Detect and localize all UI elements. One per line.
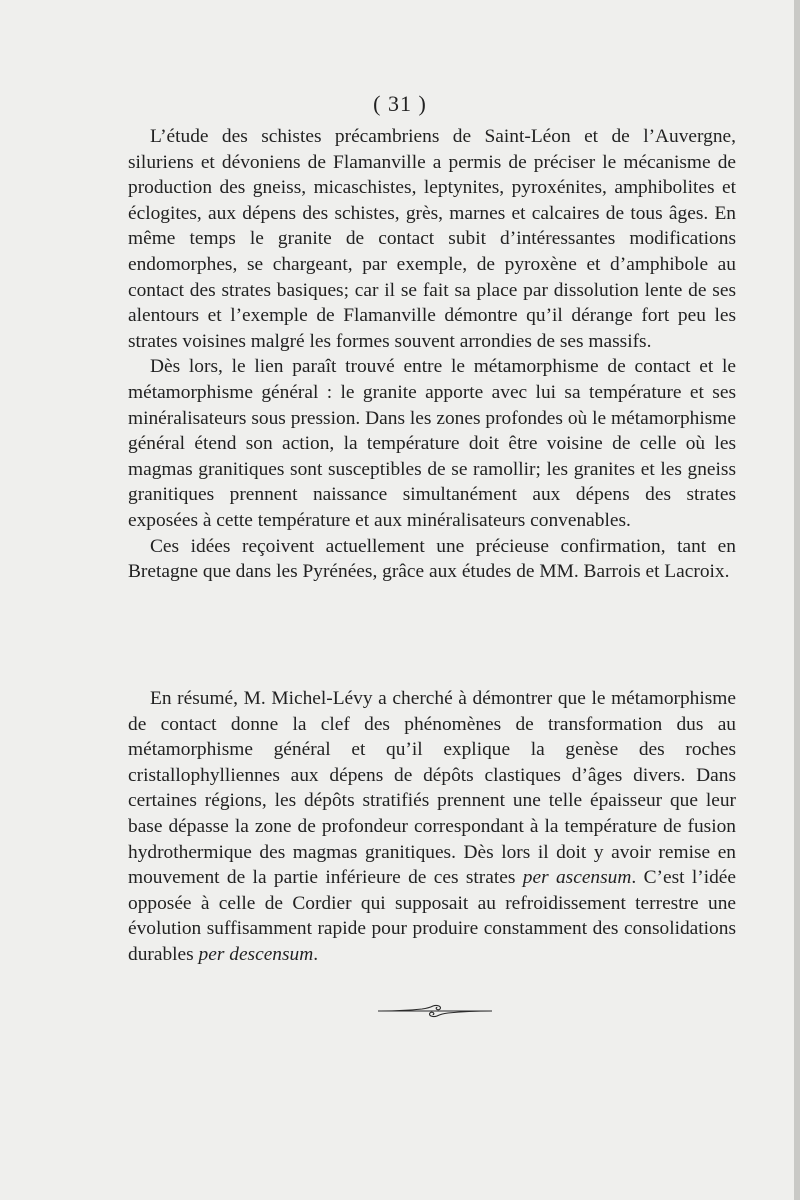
paragraph-3: Ces idées reçoivent actuellement une précieuse confirmation, tant en Bretagne que dans les Pyrénées, grâce aux études de MM. Barrois et Lacroix.: [128, 535, 736, 583]
paragraph-2: Dès lors, le lien paraît trouvé entre le métamorphisme de contact et le métamorphisme général : le granite apporte avec lui sa température et ses minéralisateurs sous pression. Dans les zones profondes où le métamorphisme général étend son action, la température doit être voisine de celle où les magmas granitiques sont susceptibles de se ramollir; les granites et les gneiss granitiques prennent naissance simultanément aux dépens des strates exposées à cette température et aux minéralisateurs convenables.: [128, 356, 736, 531]
summary-text-block: [128, 686, 736, 968]
italic-per-descensum: per descensum: [198, 943, 314, 965]
paragraph-1: L’étude des schistes précambriens de Saint-Léon et de l’Auvergne, siluriens et dévoniens de Flamanville a permis de préciser le mécanisme de production des gneiss, micaschistes, leptynites, pyroxénites, amphibolites et éclogites, aux dépens des schistes, grès, marnes et calcaires de tous âges. En même temps le granite de contact subit d’intéressantes modifications endomorphes, se chargeant, par exemple, de pyroxène et d’amphibole au contact des strates basiques; car il se fait sa place par dissolution lente de ses alentours et l’exemple de Flamanville démontre qu’il dérange fort peu les strates voisines malgré les formes souvent arrondies de ses massifs.: [128, 126, 736, 352]
page-number: ( 31 ): [373, 91, 427, 116]
page-edge: [794, 0, 800, 1200]
summary-text-3: .: [313, 943, 319, 965]
summary-paragraph: [128, 686, 736, 968]
italic-per-ascensum: per ascensum: [522, 867, 632, 889]
summary-text-1: En résumé, M. Michel-Lévy a cherché à démontrer que le métamorphisme de contact donne la clef des phénomènes de transformation dus au métamorphisme général et qu’il explique la genèse des roches cristallophylliennes aux dépens de dépôts clastiques d’âges divers. Dans certaines régions, les dépôts stratifiés prennent une telle épaisseur que leur base dépasse la zone de profondeur correspondant à la température de fusion hydrothermique des magmas granitiques. Dès lors il doit y avoir remise en mouvement de la partie inférieure de ces strates: [128, 688, 736, 889]
tailpiece-ornament-icon: [370, 1004, 500, 1018]
summary-text-2: . C’est l’idée opposée à celle de Cordier qui supposait au refroidissement terrestre une évolution suffisamment rapide pour produire constamment des consolidations durables: [128, 867, 737, 965]
main-text-block: [128, 124, 736, 585]
